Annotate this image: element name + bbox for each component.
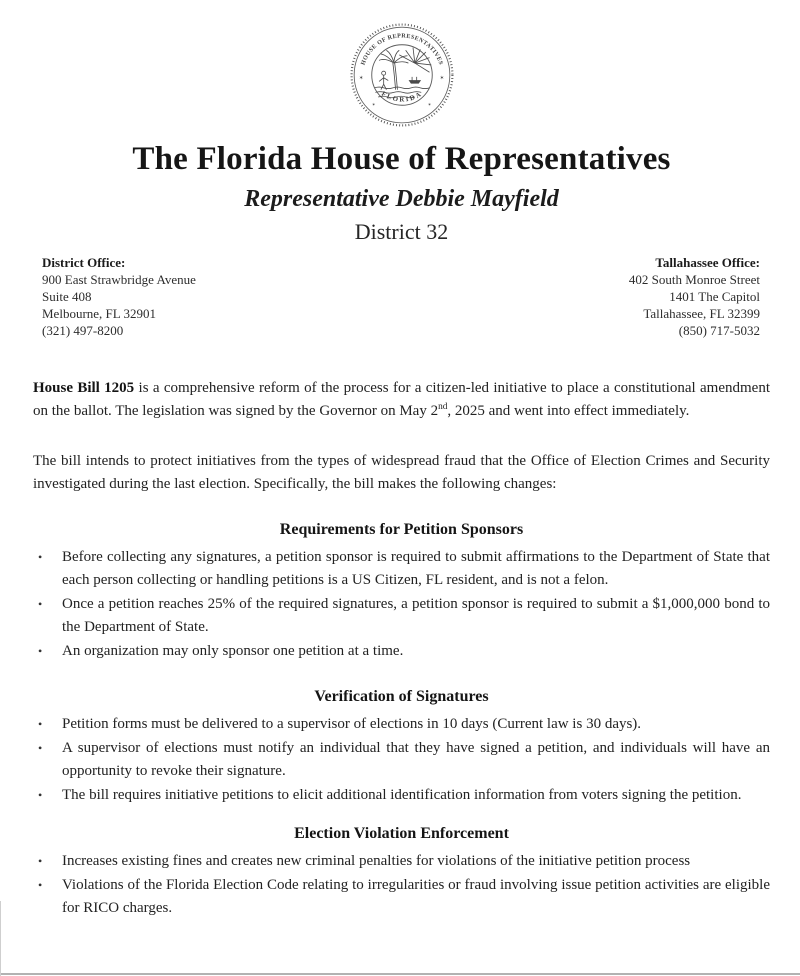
bullet-icon: • <box>38 549 43 564</box>
bullet-icon: • <box>38 596 43 611</box>
house-of-representatives-seal-icon <box>347 20 457 130</box>
tallahassee-office-block <box>629 254 760 339</box>
representative-name: Representative Debbie Mayfield <box>244 185 559 212</box>
seal-star-right-icon: ✶ <box>439 75 444 82</box>
scan-edge-left <box>0 901 1 976</box>
bill-number: House Bill 1205 <box>33 379 135 396</box>
list-item <box>33 546 770 592</box>
list-item-text: Before collecting any signatures, a petition sponsor is required to submit affirmations to the Department of State that each person collecting or handling petitions is a US Citizen, FL resident, and is not a felon. <box>62 548 770 588</box>
seal-star-left-icon: ✶ <box>358 75 364 82</box>
district-office-block <box>42 254 196 339</box>
page-title: The Florida House of Representatives <box>132 141 671 177</box>
list-item-text: The bill requires initiative petitions to elicit additional identification information from voters signing the petition. <box>62 786 742 803</box>
list-item-text: A supervisor of elections must notify an individual that they have signed a petition, and individuals will have an opportunity to revoke their signature. <box>62 739 770 779</box>
section-verification-of-signatures <box>33 686 770 807</box>
list-item-text: An organization may only sponsor one petition at a time. <box>62 642 404 659</box>
district-number: District 32 <box>354 218 449 244</box>
district-office-line: 900 East Strawbridge Avenue <box>42 271 196 287</box>
section-heading: Election Violation Enforcement <box>294 824 509 842</box>
bullet-icon: • <box>38 716 43 731</box>
seal-container <box>33 20 770 135</box>
seal-bottom-text: FLORIDA <box>379 90 424 104</box>
district-office-line: Suite 408 <box>42 288 92 304</box>
bullet-icon: • <box>38 877 43 892</box>
bullet-icon: • <box>38 853 43 868</box>
seal-star-bottom-right-icon: ✶ <box>427 102 432 108</box>
tallahassee-office-line: 402 South Monroe Street <box>628 271 760 287</box>
section-election-violation-enforcement <box>33 823 770 920</box>
tallahassee-office-line: (850) 717-5032 <box>678 322 760 338</box>
bullet-icon: • <box>38 740 43 755</box>
list-item-text: Violations of the Florida Election Code relating to irregularities or fraud involving issue petition activities are eligible for RICO charges. <box>62 876 770 916</box>
list-item <box>33 593 770 639</box>
district-office-line: (321) 497-8200 <box>42 322 124 338</box>
list-item <box>33 784 770 807</box>
list-item-text: Petition forms must be delivered to a supervisor of elections in 10 days (Current law is 30 days). <box>62 715 642 732</box>
bullet-icon: • <box>38 787 43 802</box>
intro-paragraph <box>33 377 770 423</box>
list-item-text: Once a petition reaches 25% of the required signatures, a petition sponsor is required to submit a $1,000,000 bond to the Department of State. <box>62 595 770 635</box>
tallahassee-office-line: 1401 The Capitol <box>669 288 760 304</box>
list-item <box>33 874 770 920</box>
list-item-text: Increases existing fines and creates new criminal penalties for violations of the initiative petition process <box>62 852 691 869</box>
intro-paragraph-text: is a comprehensive reform of the process for a citizen-led initiative to place a constitutional amendment on the ballot. The legislation was signed by the Governor on May 2 <box>33 379 770 419</box>
section-requirements-for-petition-sponsors <box>33 519 770 663</box>
intro-paragraph-text-end: , 2025 and went into effect immediately. <box>447 402 690 419</box>
seal-landscape-scene <box>374 48 431 98</box>
ordinal-superscript: nd <box>438 401 448 412</box>
purpose-paragraph: The bill intends to protect initiatives from the types of widespread fraud that the Office of Election Crimes and Security investigated during the last election. Specifically, the bill makes the following changes: <box>33 452 770 492</box>
list-item <box>33 737 770 783</box>
district-office-heading: District Office: <box>42 254 126 270</box>
district-office-line: Melbourne, FL 32901 <box>42 305 156 321</box>
scan-edge-bottom <box>0 973 800 975</box>
steamboat-icon <box>409 77 420 83</box>
seal-star-bottom-left-icon: ✶ <box>371 102 376 108</box>
office-addresses <box>33 254 770 339</box>
section-heading: Requirements for Petition Sponsors <box>279 520 524 538</box>
svg-text:HOUSE OF REPRESENTATIVES <box>360 33 443 66</box>
list-item <box>33 713 770 736</box>
list-item <box>33 640 770 663</box>
bullet-icon: • <box>38 643 43 658</box>
tallahassee-office-heading: Tallahassee Office: <box>655 254 760 270</box>
sun-rays-icon <box>399 48 431 73</box>
seal-top-text: HOUSE OF REPRESENTATIVES <box>359 33 444 67</box>
list-item <box>33 850 770 873</box>
section-heading: Verification of Signatures <box>314 687 489 705</box>
tallahassee-office-line: Tallahassee, FL 32399 <box>643 305 760 321</box>
